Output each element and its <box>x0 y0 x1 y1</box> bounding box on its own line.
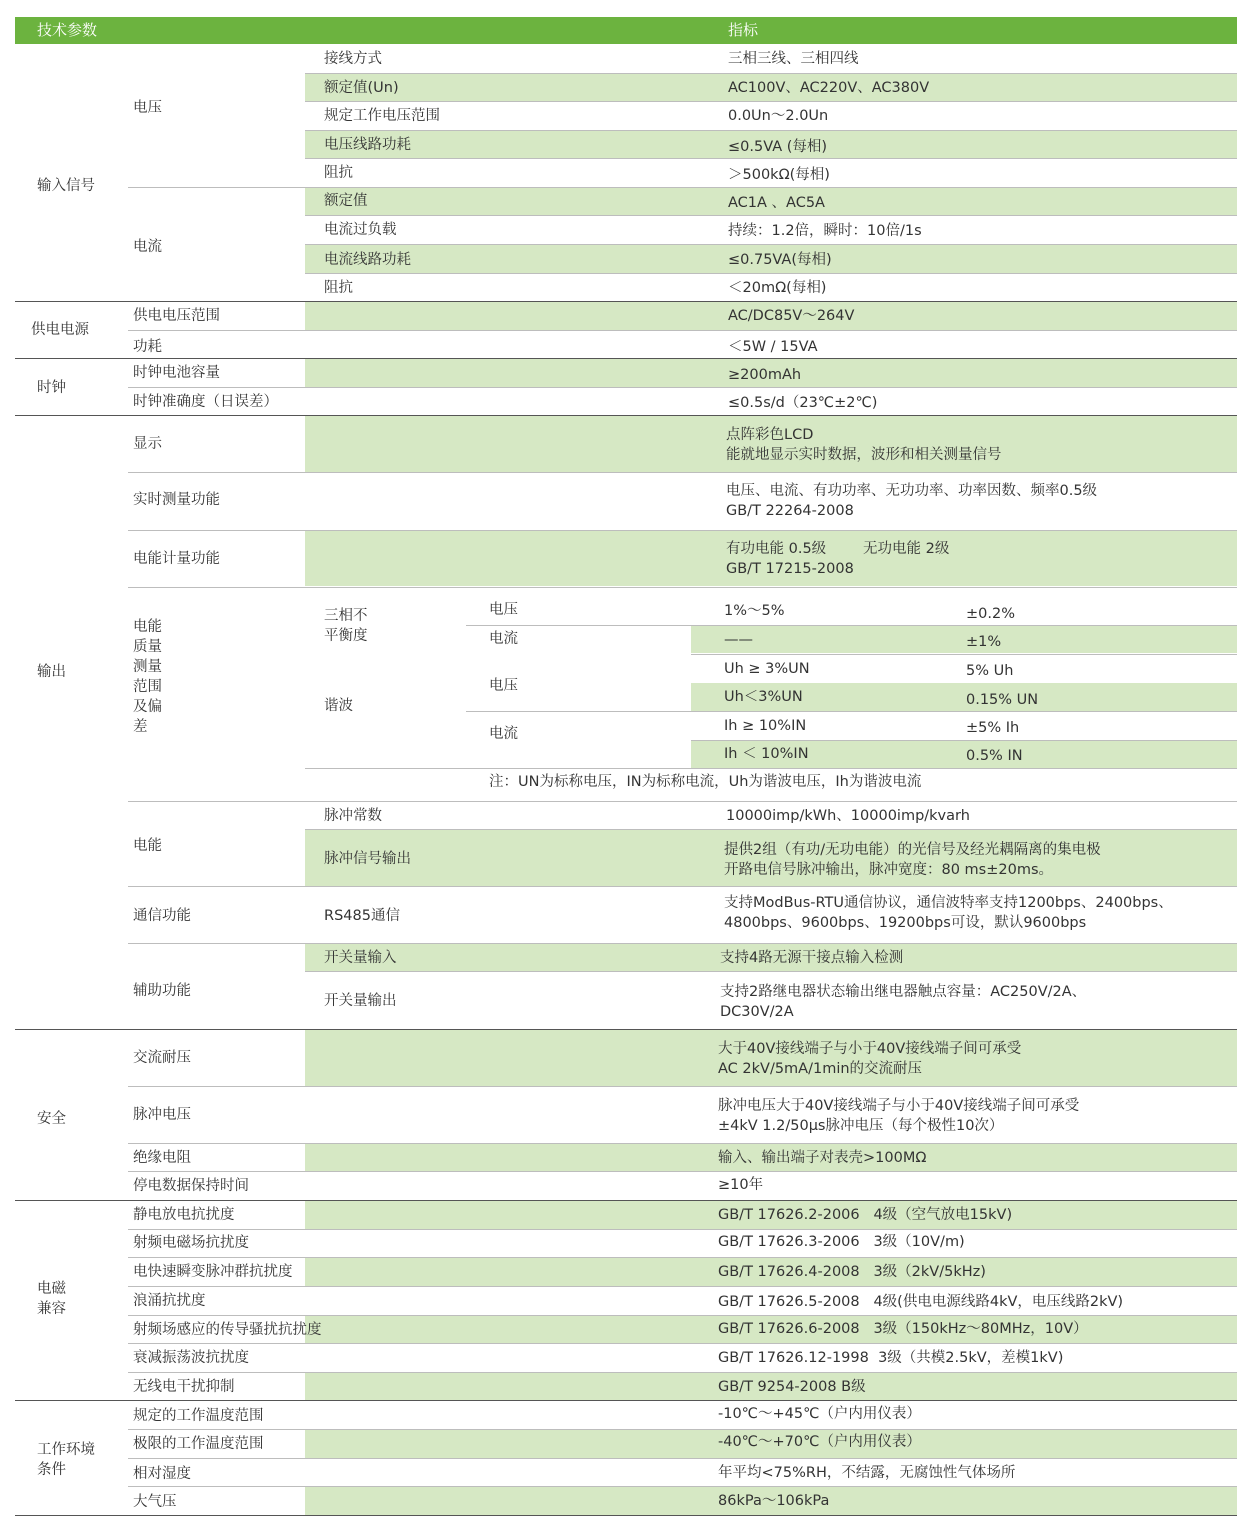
row-divider <box>128 587 1237 588</box>
row-label: 脉冲常数 <box>324 808 382 824</box>
row-label: Uh ≥ 3%UN <box>724 661 810 677</box>
row-label: 交流耐压 <box>133 1050 191 1066</box>
row-divider <box>305 101 1237 102</box>
row-divider <box>691 740 1237 741</box>
row-label: 射频电磁场抗扰度 <box>133 1235 249 1251</box>
row-label: 时钟电池容量 <box>133 365 220 381</box>
row-value: 有功电能 0.5级 无功电能 2级 GB/T 17215-2008 <box>726 541 950 577</box>
row-value: ＜20mΩ(每相) <box>728 280 827 296</box>
row-divider <box>128 1086 1237 1087</box>
row-divider <box>128 187 1237 188</box>
group-power-quality: 电能 质量 测量 范围 及偏 差 <box>133 619 162 735</box>
row-divider <box>128 1257 1237 1258</box>
row-divider <box>128 472 1237 473</box>
row-label: 接线方式 <box>324 51 382 67</box>
row-value: ±5% Ih <box>966 720 1020 736</box>
row-label: 额定值(Un) <box>324 80 399 96</box>
header-spec: 指标 <box>728 21 759 39</box>
row-label: 通信功能 <box>133 908 191 924</box>
row-divider <box>305 215 1237 216</box>
row-label: 衰减振荡波抗扰度 <box>133 1350 249 1366</box>
group-unbalance: 三相不 平衡度 <box>324 608 368 644</box>
section-divider <box>15 1400 1237 1401</box>
row-label: 脉冲电压 <box>133 1107 191 1123</box>
row-label: Uh＜3%UN <box>724 689 803 705</box>
row-value: ≥10年 <box>718 1177 764 1193</box>
section-divider <box>15 1029 1237 1030</box>
row-divider <box>128 1429 1237 1430</box>
row-value: ≥200mAh <box>728 367 802 383</box>
group-pq-voltage: 电压 <box>489 602 518 618</box>
row-label: 阻抗 <box>324 280 353 296</box>
category-output: 输出 <box>37 664 66 680</box>
row-divider <box>305 829 1237 830</box>
row-value: GB/T 17626.6-2008 3级（150kHz～80MHz，10V） <box>718 1321 1088 1337</box>
row-divider <box>128 1171 1237 1172</box>
row-divider <box>305 273 1237 274</box>
category-emc: 电磁 兼容 <box>37 1281 66 1317</box>
row-label: 开关量输出 <box>324 993 397 1009</box>
row-value: 86kPa～106kPa <box>718 1493 830 1509</box>
row-value: 三相三线、三相四线 <box>728 51 859 67</box>
row-divider <box>128 1486 1237 1487</box>
row-divider <box>128 330 1237 331</box>
row-label: —— <box>724 632 753 648</box>
row-divider <box>128 387 1237 388</box>
row-divider <box>128 886 1237 887</box>
row-divider <box>128 1143 1237 1144</box>
row-value: ±1% <box>966 634 1002 650</box>
row-divider <box>305 971 1237 972</box>
group-current: 电流 <box>133 239 162 255</box>
row-label: 电压线路功耗 <box>324 137 411 153</box>
row-label: 开关量输入 <box>324 950 397 966</box>
row-label: 电流线路功耗 <box>324 252 411 268</box>
row-value: AC100V、AC220V、AC380V <box>728 80 930 96</box>
row-label: 电快速瞬变脉冲群抗扰度 <box>133 1264 293 1280</box>
row-label: 1%～5% <box>724 603 785 619</box>
row-divider <box>128 1229 1237 1230</box>
category-env: 工作环境 条件 <box>37 1442 95 1478</box>
row-value: ≤0.5s/d（23℃±2℃) <box>728 395 878 411</box>
row-value: 10000imp/kWh、10000imp/kvarh <box>726 808 970 824</box>
group-pq-voltage: 电压 <box>489 678 518 694</box>
row-label: 停电数据保持时间 <box>133 1178 249 1194</box>
row-value: GB/T 17626.5-2008 4级(供电电源线路4kV，电压线路2kV) <box>718 1294 1124 1310</box>
row-divider <box>128 1343 1237 1344</box>
row-divider <box>466 625 1237 626</box>
row-value: 输入、输出端子对表壳>100MΩ <box>718 1150 927 1166</box>
row-divider <box>128 1458 1237 1459</box>
row-divider <box>128 1286 1237 1287</box>
row-divider <box>305 130 1237 131</box>
row-divider <box>466 711 1237 712</box>
row-value: AC1A 、AC5A <box>728 195 825 211</box>
group-pq-current: 电流 <box>489 726 518 742</box>
row-value: 注：UN为标称电压，IN为标称电流，Uh为谐波电压，Ih为谐波电流 <box>489 774 922 790</box>
row-band <box>691 625 1237 653</box>
row-label: 功耗 <box>133 339 162 355</box>
row-value: GB/T 9254-2008 B级 <box>718 1379 866 1395</box>
row-divider <box>305 158 1237 159</box>
row-value: -10℃～+45℃（户内用仪表） <box>718 1406 921 1422</box>
row-value: 5% Uh <box>966 663 1014 679</box>
row-value: 年平均<75%RH，不结露，无腐蚀性气体场所 <box>718 1465 1016 1481</box>
group-pq-current: 电流 <box>489 631 518 647</box>
row-value: AC/DC85V～264V <box>728 308 855 324</box>
row-label: 规定工作电压范围 <box>324 108 440 124</box>
row-divider <box>691 654 1237 655</box>
row-sublabel: RS485通信 <box>324 908 400 924</box>
group-energy: 电能 <box>133 838 162 854</box>
row-label: 显示 <box>133 436 162 452</box>
row-label: 阻抗 <box>324 165 353 181</box>
section-divider <box>15 1515 1237 1516</box>
row-label: 静电放电抗扰度 <box>133 1207 235 1223</box>
row-value: ≤0.75VA(每相) <box>728 252 832 268</box>
row-value: 持续：1.2倍，瞬时：10倍/1s <box>728 223 922 239</box>
row-label: 极限的工作温度范围 <box>133 1436 264 1452</box>
group-harmonic: 谐波 <box>324 698 353 714</box>
row-value: ±0.2% <box>966 606 1015 622</box>
row-divider <box>128 1315 1237 1316</box>
row-value: ＞500kΩ(每相) <box>728 167 830 183</box>
group-aux: 辅助功能 <box>133 983 191 999</box>
row-value: 大于40V接线端子与小于40V接线端子间可承受 AC 2kV/5mA/1min的交流耐压 <box>718 1041 1022 1077</box>
row-value: 脉冲电压大于40V接线端子与小于40V接线端子间可承受 ±4kV 1.2/50μs脉冲电压（每个极性10次） <box>718 1098 1080 1134</box>
row-divider <box>305 73 1237 74</box>
row-label: 射频场感应的传导骚扰抗扰度 <box>133 1322 322 1338</box>
row-label: 实时测量功能 <box>133 492 220 508</box>
row-value: 0.15% UN <box>966 692 1039 708</box>
category-input: 输入信号 <box>37 178 95 194</box>
header-param: 技术参数 <box>37 21 98 39</box>
row-divider <box>305 244 1237 245</box>
row-value: ≤0.5VA (每相) <box>728 139 828 155</box>
section-divider <box>15 415 1237 416</box>
row-label: 额定值 <box>324 193 368 209</box>
row-value: ＜5W / 15VA <box>728 339 818 355</box>
group-voltage: 电压 <box>133 100 162 116</box>
row-label: 电流过负载 <box>324 222 397 238</box>
section-divider <box>15 358 1237 359</box>
row-label: Ih ＜ 10%IN <box>724 746 809 762</box>
row-label: 大气压 <box>133 1494 177 1510</box>
row-divider <box>128 801 1237 802</box>
row-value: 支持ModBus-RTU通信协议，通信波特率支持1200bps、2400bps、 4800bps、9600bps、19200bps可设，默认9600bps <box>724 895 1173 931</box>
category-power: 供电电源 <box>31 322 89 338</box>
row-divider <box>128 530 1237 531</box>
row-value: GB/T 17626.3-2006 3级（10V/m) <box>718 1234 965 1250</box>
row-label: 脉冲信号输出 <box>324 851 411 867</box>
table-header <box>15 17 1237 44</box>
row-label: 时钟准确度（日误差） <box>133 394 278 410</box>
row-label: Ih ≥ 10%IN <box>724 718 807 734</box>
row-label: 相对湿度 <box>133 1466 191 1482</box>
row-label: 无线电干扰抑制 <box>133 1379 235 1395</box>
row-value: GB/T 17626.2-2006 4级（空气放电15kV) <box>718 1207 1013 1223</box>
category-safety: 安全 <box>37 1111 66 1127</box>
row-value: 提供2组（有功/无功电能）的光信号及经光耦隔离的集电极 开路电信号脉冲输出，脉冲宽度：80 ms±20ms。 <box>724 842 1101 878</box>
row-value: 电压、电流、有功功率、无功功率、功率因数、频率0.5级 GB/T 22264-2008 <box>726 483 1098 519</box>
row-value: 支持2路继电器状态输出继电器触点容量：AC250V/2A、 DC30V/2A <box>720 984 1087 1020</box>
row-value: 点阵彩色LCD 能就地显示实时数据，波形和相关测量信号 <box>726 427 1002 463</box>
category-clock: 时钟 <box>37 380 66 396</box>
row-value: 0.0Un～2.0Un <box>728 108 829 124</box>
row-divider <box>128 1372 1237 1373</box>
row-value: GB/T 17626.12-1998 3级（共模2.5kV，差模1kV) <box>718 1350 1064 1366</box>
section-divider <box>15 1200 1237 1201</box>
row-label: 规定的工作温度范围 <box>133 1408 264 1424</box>
row-divider <box>305 768 1237 769</box>
row-value: GB/T 17626.4-2008 3级（2kV/5kHz) <box>718 1264 986 1280</box>
row-label: 绝缘电阻 <box>133 1150 191 1166</box>
row-divider <box>128 943 1237 944</box>
section-divider <box>15 301 1237 302</box>
row-value: -40℃～+70℃（户内用仪表） <box>718 1434 921 1450</box>
row-value: 支持4路无源干接点输入检测 <box>720 950 904 966</box>
row-label: 供电电压范围 <box>133 308 220 324</box>
row-label: 浪涌抗扰度 <box>133 1293 206 1309</box>
row-value: 0.5% IN <box>966 748 1023 764</box>
row-label: 电能计量功能 <box>133 551 220 567</box>
